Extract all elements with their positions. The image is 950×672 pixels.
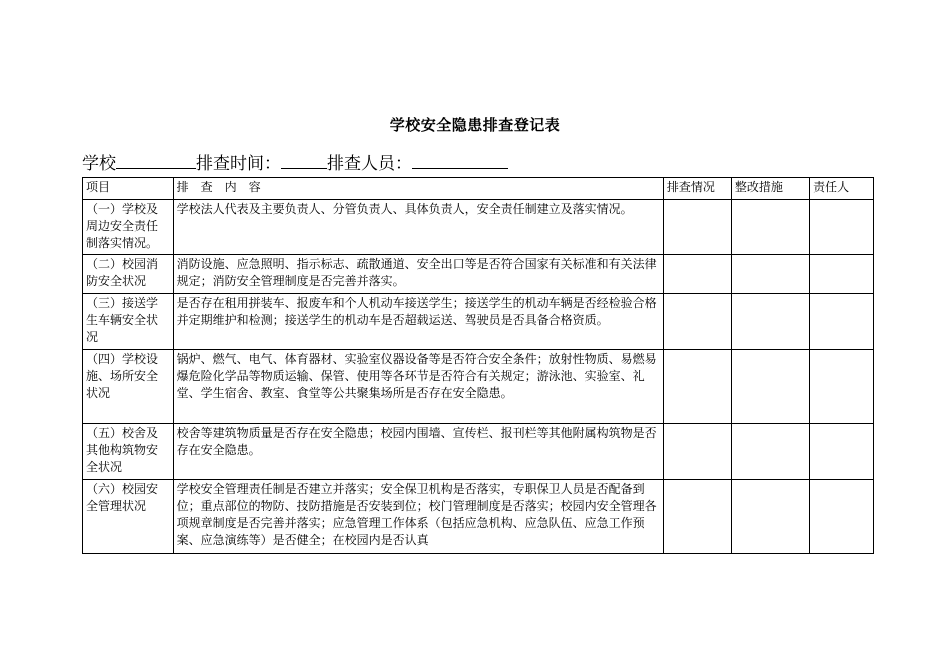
header-status: 排查情况 [663,178,731,200]
row-content: 学校安全管理责任制是否建立并落实；安全保卫机构是否落实，专职保卫人员是否配备到位；重点部位的物防、技防措施是否安装到位；校门管理制度是否落实；校园内安全管理各项规章制度是否完善并落实；应急管理工作体系（包括应急机构、应急队伍、应急工作预案、应急演练等）是否健全；在校园内是否认真 [173,480,663,554]
row-content: 校舍等建筑物质量是否存在安全隐患；校园内围墙、宣传栏、报刊栏等其他附属构筑物是否存在安全隐患。 [173,424,663,480]
measures-cell[interactable] [731,200,809,255]
row-content: 是否存在租用拼装车、报废车和个人机动车接送学生；接送学生的机动车辆是否经检验合格并定期维护和检测；接送学生的机动车是否超载运送、驾驶员是否具备合格资质。 [173,294,663,350]
school-blank [116,152,196,169]
person-label: 排查人员： [327,154,412,174]
responsible-cell[interactable] [810,200,874,255]
measures-cell[interactable] [731,424,809,480]
row-item: （四）学校设施、场所安全状况 [83,350,174,424]
table-header-row [83,178,874,200]
header-content: 排 查 内 容 [173,178,663,200]
table-row [83,255,874,294]
responsible-cell[interactable] [810,424,874,480]
responsible-cell[interactable] [810,480,874,554]
document-title: 学校安全隐患排查登记表 [389,116,561,134]
row-item: （一）学校及周边安全责任制落实情况。 [83,200,174,255]
table-row [83,480,874,554]
responsible-cell[interactable] [810,294,874,350]
status-cell[interactable] [663,424,731,480]
row-item: （三）接送学生车辆安全状况 [83,294,174,350]
measures-cell[interactable] [731,255,809,294]
table-row [83,294,874,350]
table-row [83,424,874,480]
row-content: 学校法人代表及主要负责人、分管负责人、具体负责人，安全责任制建立及落实情况。 [173,200,663,255]
inspection-table [82,177,874,554]
row-content: 锅炉、燃气、电气、体育器材、实验室仪器设备等是否符合安全条件；放射性物质、易燃易爆危险化学品等物质运输、保管、使用等各环节是否符合有关规定；游泳池、实验室、礼堂、学生宿舍、教室、食堂等公共聚集场所是否存在安全隐患。 [173,350,663,424]
row-item: （二）校园消防安全状况 [83,255,174,294]
measures-cell[interactable] [731,480,809,554]
header-responsible: 责任人 [810,178,874,200]
responsible-cell[interactable] [810,255,874,294]
meta-line [82,149,508,174]
time-label: 排查时间： [196,154,281,174]
time-blank [281,152,327,169]
status-cell[interactable] [663,480,731,554]
status-cell[interactable] [663,350,731,424]
table-row [83,200,874,255]
table-row [83,350,874,424]
responsible-cell[interactable] [810,350,874,424]
status-cell[interactable] [663,200,731,255]
row-item: （六）校园安全管理状况 [83,480,174,554]
status-cell[interactable] [663,294,731,350]
person-blank [412,152,508,169]
status-cell[interactable] [663,255,731,294]
measures-cell[interactable] [731,350,809,424]
header-measures: 整改措施 [731,178,809,200]
row-item: （五）校舍及其他构筑物安全状况 [83,424,174,480]
school-label: 学校 [82,154,116,174]
row-content: 消防设施、应急照明、指示标志、疏散通道、安全出口等是否符合国家有关标准和有关法律规定；消防安全管理制度是否完善并落实。 [173,255,663,294]
header-item: 项目 [83,178,174,200]
measures-cell[interactable] [731,294,809,350]
